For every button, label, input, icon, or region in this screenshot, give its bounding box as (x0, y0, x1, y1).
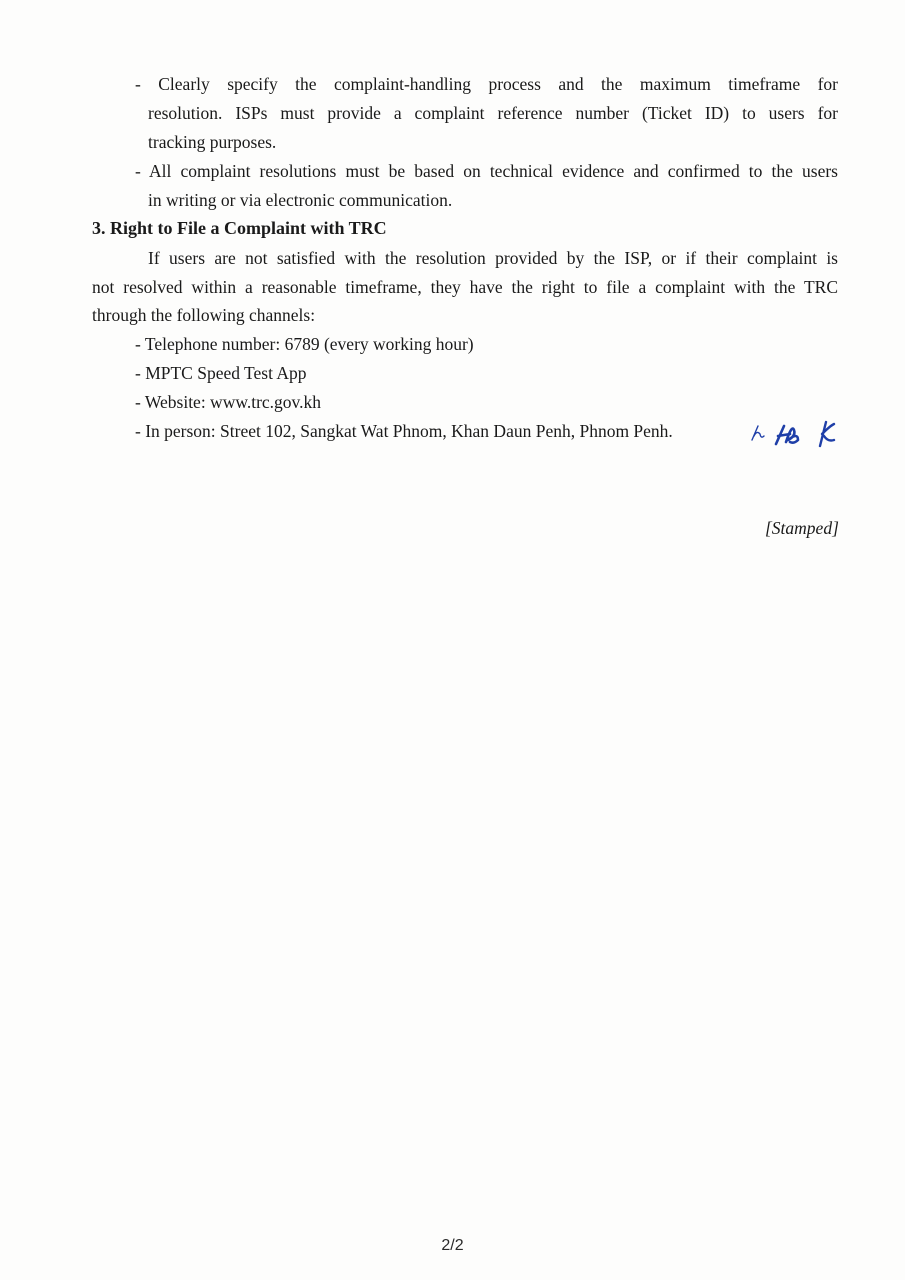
stamp-note: [Stamped] (765, 518, 839, 538)
paragraph-line: through the following channels: (92, 305, 316, 325)
channel-app: - MPTC Speed Test App (135, 363, 307, 383)
bullet-text-line: in writing or via electronic communication. (148, 190, 453, 210)
bullet-text-line: resolution. ISPs must provide a complaint reference number (Ticket ID) to users for (148, 103, 838, 123)
channel-telephone: - Telephone number: 6789 (every working hour) (135, 334, 474, 354)
channel-website: - Website: www.trc.gov.kh (135, 392, 322, 412)
paragraph-line: not resolved within a reasonable timeframe, they have the right to file a complaint with the TRC (92, 277, 838, 297)
bullet-text-line: tracking purposes. (148, 132, 277, 152)
page-number: 2/2 (441, 1237, 464, 1254)
paragraph-line: If users are not satisfied with the resolution provided by the ISP, or if their complaint is (148, 248, 838, 268)
channel-in-person: - In person: Street 102, Sangkat Wat Phnom, Khan Daun Penh, Phnom Penh. (135, 421, 673, 441)
bullet-text-line: - All complaint resolutions must be based on technical evidence and confirmed to the users (135, 161, 838, 181)
bullet-text-line: - Clearly specify the complaint-handling process and the maximum timeframe for (135, 74, 838, 94)
section-heading: 3. Right to File a Complaint with TRC (92, 218, 387, 238)
handwritten-initials-icon (748, 418, 840, 448)
